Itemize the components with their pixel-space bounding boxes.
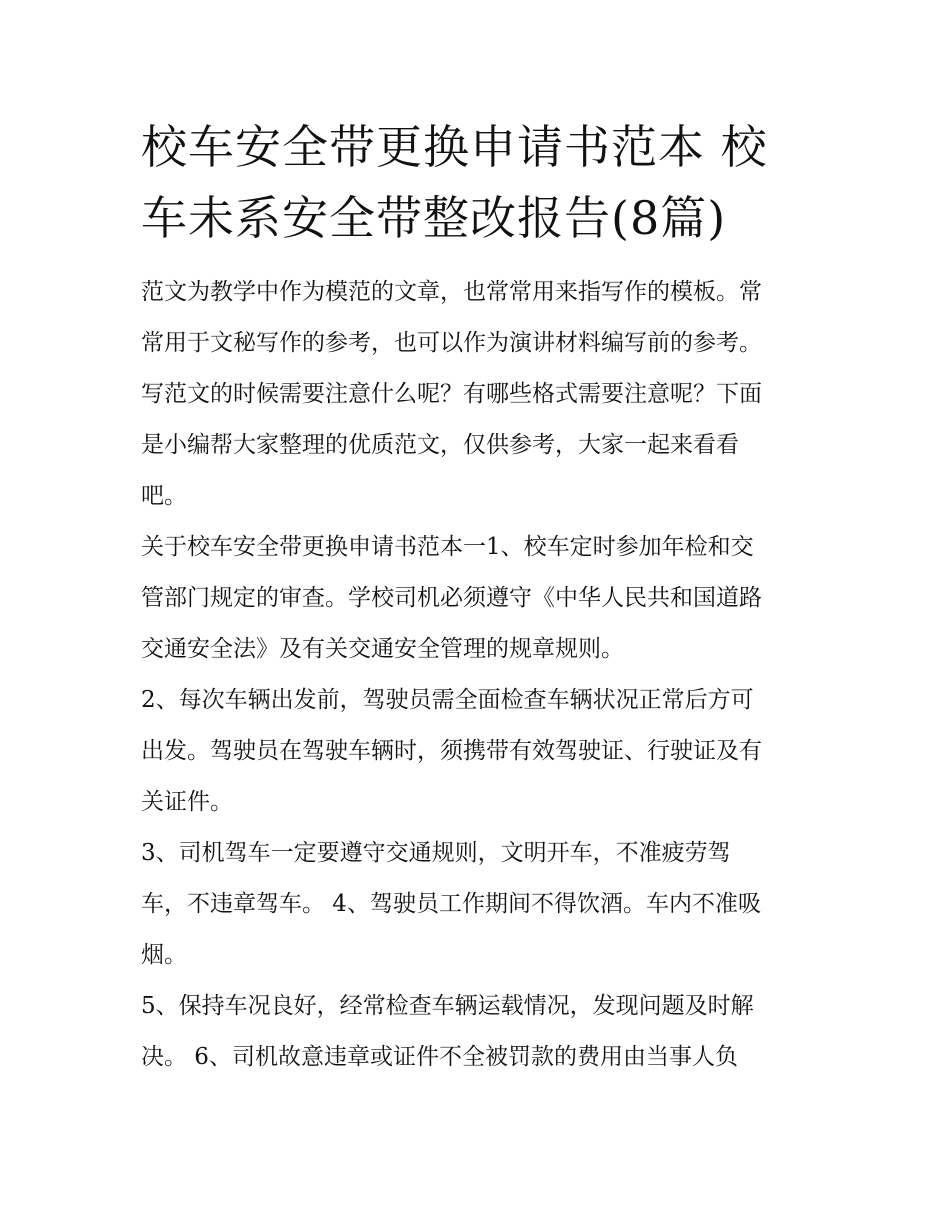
text-line: 常用于文秘写作的参考，也可以作为演讲材料编写前的参考。 xyxy=(141,330,762,356)
text-line: 关于校车安全带更换申请书范本一1、校车定时参加年检和交 xyxy=(141,534,754,560)
document-body xyxy=(141,267,813,1083)
paragraph-intro xyxy=(141,267,813,522)
text-line: 管部门规定的审查。学校司机必须遵守《中华人民共和国道路 xyxy=(141,585,762,611)
paragraph-rule-1 xyxy=(141,522,813,675)
title-line: 校车安全带更换申请书范本 校 xyxy=(141,120,768,174)
text-line: 交通安全法》及有关交通安全管理的规章规则。 xyxy=(141,636,624,662)
text-line: 范文为教学中作为模范的文章，也常常用来指写作的模板。常 xyxy=(141,279,762,305)
text-line: 烟。 xyxy=(141,942,187,968)
text-line: 3、司机驾车一定要遵守交通规则，文明开车，不准疲劳驾 xyxy=(141,840,731,866)
text-line: 写范文的时候需要注意什么呢？有哪些格式需要注意呢？下面 xyxy=(141,381,762,407)
text-line: 车，不违章驾车。 4、驾驶员工作期间不得饮酒。车内不准吸 xyxy=(141,891,761,917)
paragraph-rule-5-6 xyxy=(141,981,813,1083)
text-line: 吧。 xyxy=(141,483,187,509)
document-page xyxy=(141,112,813,1083)
title-line: 车未系安全带整改报告(8篇) xyxy=(141,191,727,245)
text-line: 是小编帮大家整理的优质范文，仅供参考，大家一起来看看 xyxy=(141,432,739,458)
paragraph-rule-2 xyxy=(141,675,813,828)
paragraph-rule-3-4 xyxy=(141,828,813,981)
text-line: 5、保持车况良好，经常检查车辆运载情况，发现问题及时解 xyxy=(141,993,754,1019)
document-title xyxy=(141,112,813,254)
text-line: 关证件。 xyxy=(141,789,233,815)
text-line: 2、每次车辆出发前，驾驶员需全面检查车辆状况正常后方可 xyxy=(141,687,754,713)
text-line: 出发。驾驶员在驾驶车辆时，须携带有效驾驶证、行驶证及有 xyxy=(141,738,762,764)
text-line: 决。 6、司机故意违章或证件不全被罚款的费用由当事人负 xyxy=(141,1044,738,1070)
